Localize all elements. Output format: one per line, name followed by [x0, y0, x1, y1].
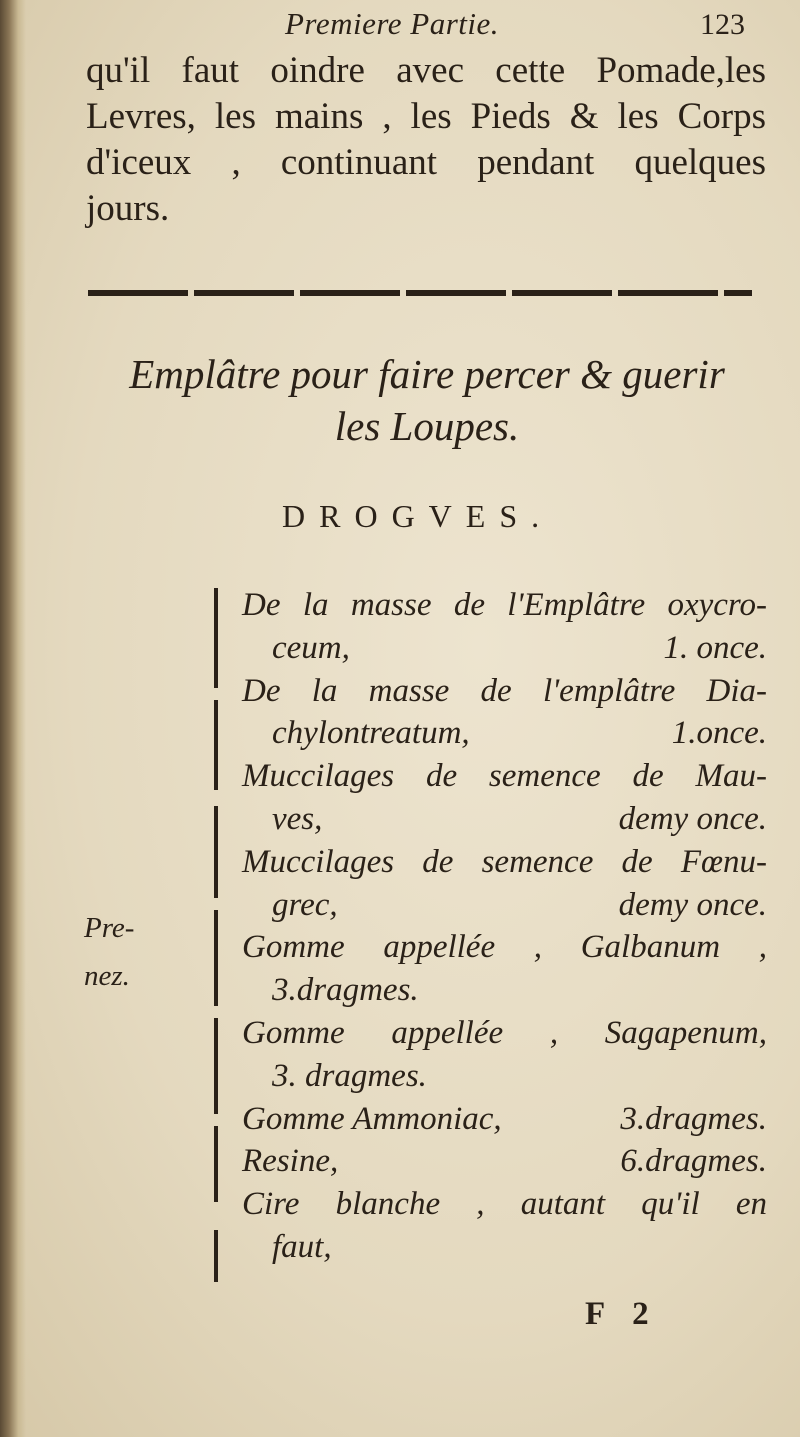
side-note-line: nez.: [84, 960, 130, 992]
ingredient-quantity: 3.dragmes.: [620, 1100, 767, 1137]
ingredient-name-cont: grec,: [272, 886, 338, 923]
body-line: jours.: [86, 188, 170, 229]
recipe-item: [242, 1012, 767, 1098]
recipe-item: [242, 1183, 767, 1269]
brace-bar: [214, 910, 218, 1006]
side-note-prenez: [84, 904, 134, 1000]
ingredient-name-cont: chylontreatum,: [272, 715, 470, 752]
recipe-item: [242, 841, 767, 927]
recipe-list: [242, 584, 767, 1269]
ingredient-name: Gomme Ammoniac,: [242, 1100, 502, 1137]
ingredient-quantity: demy once.: [618, 886, 767, 923]
recipe-item: [242, 1140, 767, 1183]
ingredient-quantity: 6.dragmes.: [620, 1143, 767, 1180]
ingredient-name-cont: ceum,: [272, 629, 350, 666]
ingredient-name: De la masse de l'emplâtre Dia-: [242, 672, 767, 709]
body-paragraph: [86, 48, 766, 232]
brace-bar: [214, 806, 218, 898]
ingredient-name: Gomme appellée , Galbanum ,: [242, 929, 767, 966]
body-line: d'iceux , continuant pendant quelques: [86, 142, 766, 183]
section-divider-rule: [88, 290, 752, 296]
recipe-item: [242, 1098, 767, 1141]
ingredient-name: De la masse de l'Emplâtre oxycro-: [242, 587, 767, 623]
body-line: qu'il faut oindre avec cette Pomade,les: [86, 50, 766, 91]
ingredient-name: Muccilages de semence de Mau-: [242, 758, 767, 795]
section-title: [86, 348, 768, 452]
brace-bar: [214, 1230, 218, 1282]
body-line: Levres, les mains , les Pieds & les Corps: [86, 96, 766, 137]
title-line: Emplâtre pour faire percer & guerir: [129, 351, 725, 397]
ingredient-name: Cire blanche , autant qu'il en: [242, 1186, 767, 1223]
recipe-item: [242, 755, 767, 841]
signature-mark: F 2: [585, 1296, 659, 1332]
ingredient-quantity: demy once.: [618, 800, 767, 837]
brace-bar: [214, 1018, 218, 1114]
ingredient-quantity: faut,: [272, 1228, 332, 1265]
ingredient-quantity: 3.dragmes.: [272, 972, 419, 1009]
page-number: 123: [700, 8, 745, 41]
brace-bar: [214, 700, 218, 790]
recipe-item: [242, 584, 767, 670]
ingredient-name: Resine,: [242, 1143, 339, 1180]
ingredient-name-cont: ves,: [272, 800, 323, 837]
page-gutter-shadow: [0, 0, 26, 1437]
drogues-heading: DROGVES.: [282, 498, 554, 534]
recipe-item: [242, 670, 767, 756]
recipe-item: [242, 926, 767, 1012]
brace-bar: [214, 1126, 218, 1202]
side-note-line: Pre-: [84, 912, 135, 944]
ingredient-name: Muccilages de semence de Fœnu-: [242, 843, 767, 880]
ingredient-quantity: 3. dragmes.: [272, 1057, 427, 1094]
ingredient-name: Gomme appellée , Sagapenum,: [242, 1014, 767, 1051]
running-head: Premiere Partie.: [285, 6, 500, 41]
ingredient-quantity: 1. once.: [663, 629, 767, 666]
title-line: les Loupes.: [334, 403, 520, 449]
ingredient-quantity: 1.once.: [671, 715, 767, 752]
brace-bar: [214, 588, 218, 688]
